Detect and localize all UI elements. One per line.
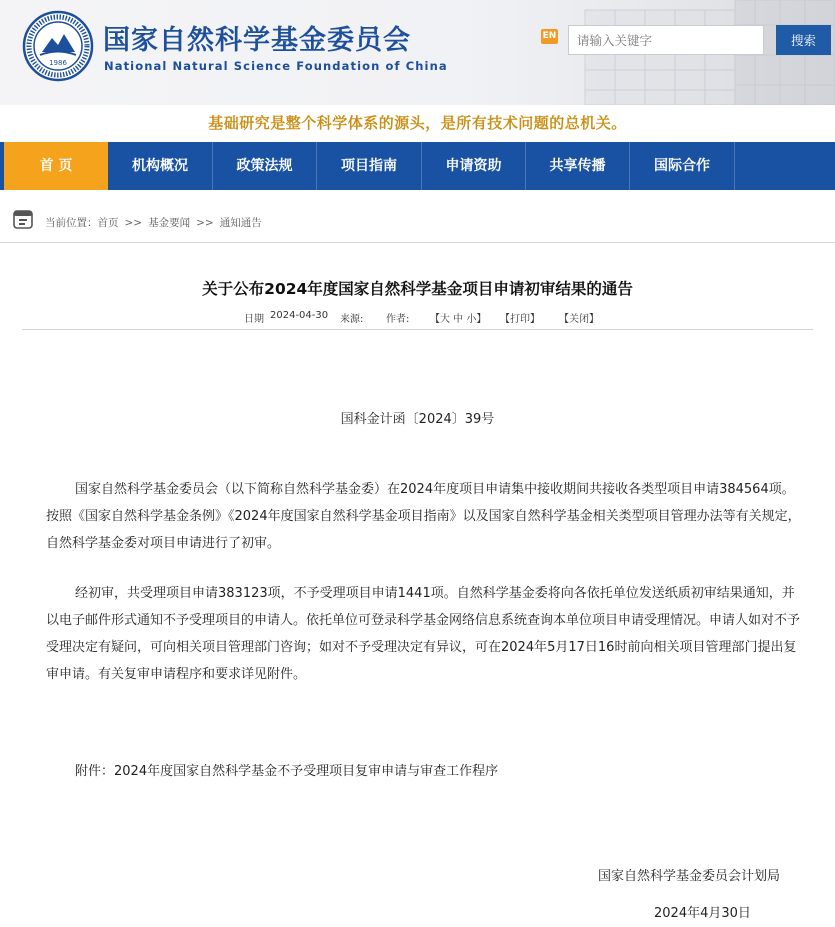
nav-item-home[interactable]: 首 页 xyxy=(4,142,108,190)
english-version-button[interactable]: EN xyxy=(541,29,558,44)
nav-item-sharing[interactable]: 共享传播 xyxy=(549,158,606,174)
meta-date-label: 日期 xyxy=(244,314,264,325)
document-number: 国科金计函〔2024〕39号 xyxy=(340,412,495,427)
article-title: 关于公布2024年度国家自然科学基金项目申请初审结果的通告 xyxy=(202,280,633,298)
site-header xyxy=(0,0,835,105)
main-navigation xyxy=(0,142,835,190)
breadcrumb-bar xyxy=(0,190,835,243)
nav-item-policies[interactable]: 政策法规 xyxy=(236,158,293,174)
meta-date: 2024-04-30 xyxy=(270,310,329,321)
meta-author-label: 作者: xyxy=(386,314,410,325)
breadcrumb-separator: >> xyxy=(196,217,214,229)
breadcrumb-item-home[interactable]: 首页 xyxy=(97,217,119,229)
article-meta xyxy=(22,304,813,330)
signature-date: 2024年4月30日 xyxy=(654,906,751,921)
signature-organization: 国家自然科学基金委员会计划局 xyxy=(598,869,781,884)
article-paragraph: 国家自然科学基金委员会（以下简称自然科学基金委）在2024年度项目申请集中接收期间共接收各类型项目申请384564项。按照《国家自然科学基金条例》《2024年度国家自然科学基金项目指南》以及国家自然科学基金相关类型项目管理办法等有关规定，自然科学基金委对项目申请进行了初审。 xyxy=(46,482,801,551)
print-link[interactable]: 【打印】 xyxy=(500,314,540,325)
slogan-banner: 基础研究是整个科学体系的源头，是所有技术问题的总机关。 xyxy=(0,105,835,142)
svg-text:1986: 1986 xyxy=(49,59,67,67)
attachment-link[interactable]: 附件：2024年度国家自然科学基金不予受理项目复审申请与审查工作程序 xyxy=(75,764,499,779)
nav-item-guide[interactable]: 项目指南 xyxy=(341,158,397,174)
site-subtitle: National Natural Science Foundation of China xyxy=(104,59,448,73)
nav-item-funding[interactable]: 申请资助 xyxy=(445,158,502,174)
close-link[interactable]: 【关闭】 xyxy=(559,314,599,325)
location-icon xyxy=(12,208,34,230)
search-button[interactable]: 搜索 xyxy=(776,25,831,55)
nav-item-international[interactable]: 国际合作 xyxy=(654,158,710,174)
meta-source-label: 来源: xyxy=(340,314,364,325)
breadcrumb-item-notices[interactable]: 通知通告 xyxy=(219,217,262,229)
nsfc-logo[interactable] xyxy=(22,10,94,82)
breadcrumb-item-news[interactable]: 基金要闻 xyxy=(148,217,191,229)
font-size-control[interactable]: 【大 中 小】 xyxy=(430,314,487,325)
nav-item-about[interactable]: 机构概况 xyxy=(132,158,188,174)
breadcrumb xyxy=(45,215,262,230)
article-paragraph: 经初审，共受理项目申请383123项，不予受理项目申请1441项。自然科学基金委将向各依托单位发送纸质初审结果通知，并以电子邮件形式通知不予受理项目的申请人。依托单位可登录科学基金网络信息系统查询本单位项目申请受理情况。申请人如对不予受理决定有疑问，可向相关项目管理部门咨询；如对不予受理决定有异议，可在2024年5月17日16时前向相关项目管理部门提出复审申请。有关复审申请程序和要求详见附件。 xyxy=(46,586,801,682)
breadcrumb-prefix: 当前位置： xyxy=(45,217,98,229)
site-title[interactable]: 国家自然科学基金委员会 xyxy=(103,25,411,56)
nav-divider xyxy=(734,142,735,190)
breadcrumb-separator: >> xyxy=(124,217,143,229)
search-input[interactable] xyxy=(568,25,764,55)
